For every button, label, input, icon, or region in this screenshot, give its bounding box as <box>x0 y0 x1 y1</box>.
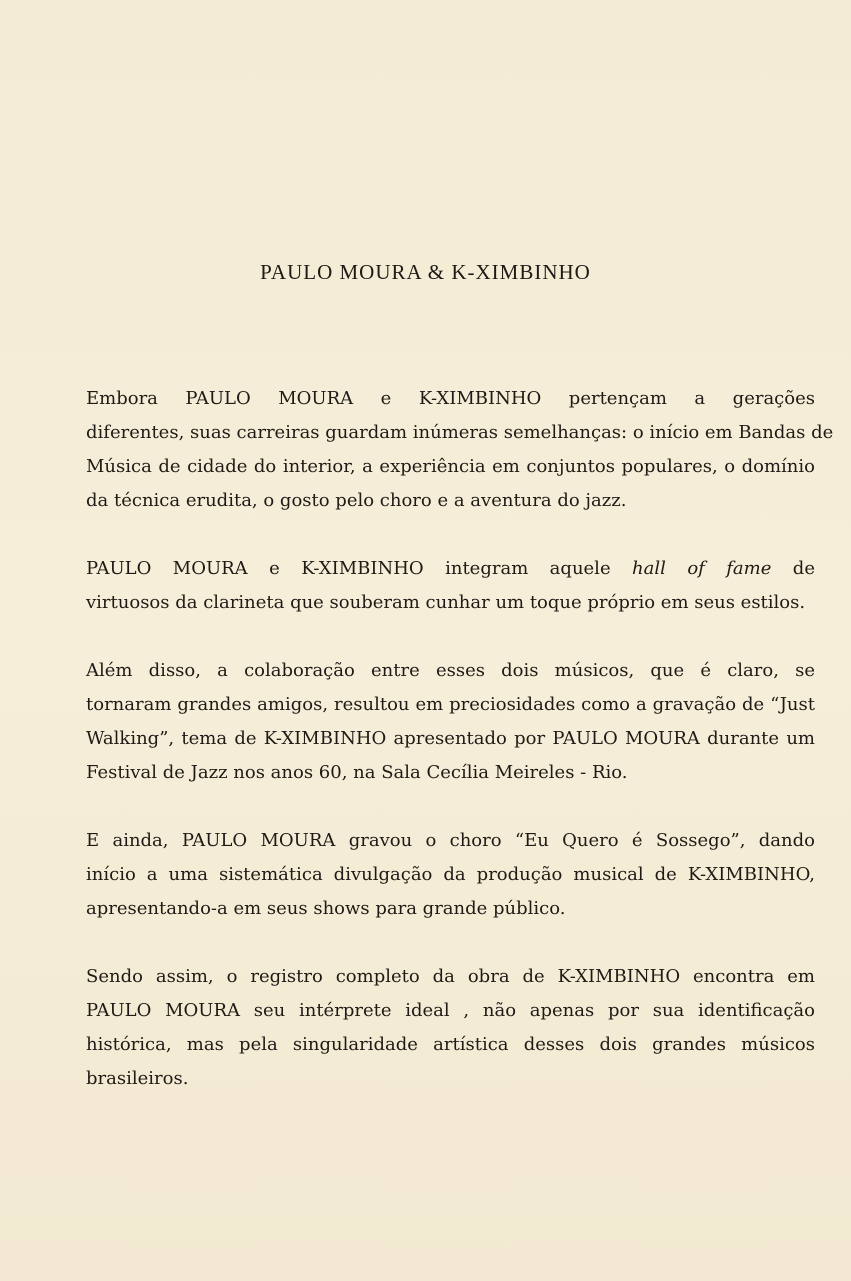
paragraph-1 <box>86 382 834 518</box>
paragraph-4 <box>86 824 815 926</box>
paragraph-line: virtuosos da clarineta que souberam cunhar um toque próprio em seus estilos. <box>86 592 806 613</box>
paragraph-line: da técnica erudita, o gosto pelo choro e a aventura do jazz. <box>86 490 627 511</box>
paragraph-line: Embora PAULO MOURA e K-XIMBINHO pertençam a gerações <box>86 388 815 409</box>
paragraph-line: início a uma sistemática divulgação da produção musical de K-XIMBINHO, <box>86 864 815 885</box>
paragraph-5 <box>86 960 815 1096</box>
italic-phrase: hall of fame <box>632 558 772 579</box>
paragraph-line: E ainda, PAULO MOURA gravou o choro “Eu Quero é Sossego”, dando <box>86 830 815 851</box>
paragraph-line: Além disso, a colaboração entre esses dois músicos, que é claro, se <box>86 660 815 681</box>
paragraph-line <box>86 552 815 586</box>
paragraph-line: tornaram grandes amigos, resultou em preciosidades como a gravação de “Just <box>86 694 815 715</box>
paragraph-line: Walking”, tema de K-XIMBINHO apresentado por PAULO MOURA durante um <box>86 728 815 749</box>
paragraph-line: PAULO MOURA seu intérprete ideal , não apenas por sua identificação <box>86 1000 815 1021</box>
document-title: PAULO MOURA & K-XIMBINHO <box>260 260 591 284</box>
paragraph-line: brasileiros. <box>86 1068 189 1089</box>
paragraph-3 <box>86 654 815 790</box>
paragraph-2 <box>86 552 815 620</box>
paragraph-text: de <box>792 558 815 579</box>
paragraph-line: Música de cidade do interior, a experiência em conjuntos populares, o domínio <box>86 456 815 477</box>
paragraph-line: diferentes, suas carreiras guardam inúmeras semelhanças: o início em Bandas de <box>86 422 834 443</box>
paragraph-line: histórica, mas pela singularidade artística desses dois grandes músicos <box>86 1034 815 1055</box>
paragraph-line: Sendo assim, o registro completo da obra de K-XIMBINHO encontra em <box>86 966 815 987</box>
paragraph-line: Festival de Jazz nos anos 60, na Sala Cecília Meireles - Rio. <box>86 762 628 783</box>
paragraph-text: PAULO MOURA e K-XIMBINHO integram aquele <box>86 558 611 579</box>
paragraph-line: apresentando-a em seus shows para grande público. <box>86 898 566 919</box>
